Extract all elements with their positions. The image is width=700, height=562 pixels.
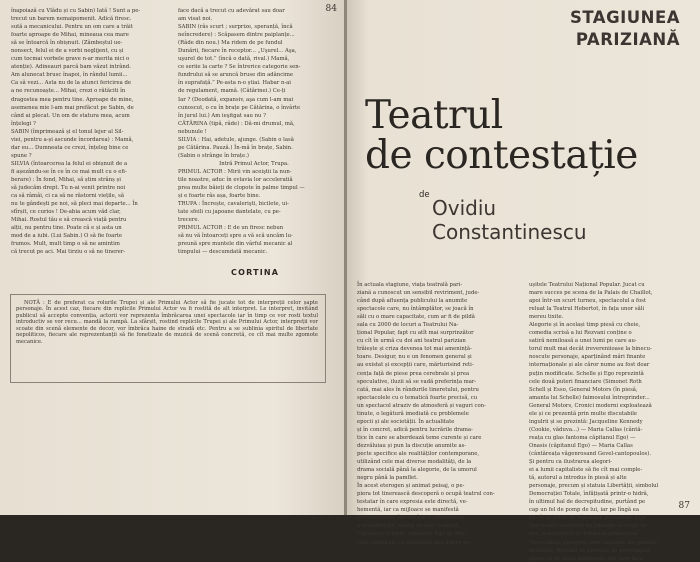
dialogue-line: fi așezându-se în ce în ce mai mult cu o efi- — [11, 168, 127, 175]
body-line: torul mult mai decât irevereniioase la binecu- — [529, 346, 652, 353]
dialogue-line: de regulament, mamă. (Cătărinei.) Ce-ți — [178, 88, 286, 95]
dialogue-line: SABIN (râs scurt ; surprize, speranță, încă — [178, 24, 293, 31]
right-column-2 — [529, 282, 689, 562]
body-line: testatar în care expresia este directă, ve- — [357, 499, 468, 506]
stage-text: sută a mecanicului. Pentru un om care a trăit — [11, 24, 133, 31]
dialogue-line: SABIN (împrimează și el tonul lejer al Sil- — [11, 128, 124, 135]
dialogue-line: prea multe băieți de clopote în palme timpul — — [178, 185, 305, 192]
dialogue-line: ce seriie la carte ? Se întrerice categorie sen- — [178, 64, 301, 71]
body-line: săli cu o mare capacitate, cum ar fi de pildă — [357, 314, 475, 321]
byline-prefix: de — [419, 190, 430, 200]
body-line: cap un fel de pomp de lui, iar pe lîngă ea — [529, 507, 640, 514]
body-line: Schell și Esso, General Motors (în piesă, — [529, 386, 638, 393]
body-line: a sensibilității, modal de atac concret. — [357, 523, 460, 530]
body-line: tă, autorul a introdus în piesă și alte — [529, 475, 627, 482]
body-line: reața cu glas fantoma căpitanul Ego) — — [529, 434, 636, 441]
right-column-1 — [357, 282, 517, 546]
body-line: cența față de piese prea cerebrale și prea — [357, 370, 470, 377]
body-line: tinute, o legătură imediată cu problemele — [357, 410, 469, 417]
dialogue-line: spune ? — [11, 152, 32, 159]
cortina-heading: CORTINA — [231, 268, 280, 277]
body-line: Căpitanul Schelle, căpitanul Ego de Rez- — [357, 531, 467, 538]
dialogue-line: am visat noi. — [178, 16, 213, 23]
dialogue-line: nu te gândești pe noi, să pleci mai departe... În — [11, 201, 138, 208]
body-line: mic, o ostentație ce frânează prăbușirea. — [529, 531, 640, 538]
author-name: Ovidiu — [432, 196, 497, 220]
left-page — [0, 0, 345, 515]
dialogue-line: uşurel de tot.” (încă o dată, rival.) Mamă, — [178, 56, 290, 63]
dialogue-line: face dacă a trecut cu adevărat sau doar — [178, 8, 285, 14]
article-title: de contestație — [365, 133, 638, 178]
body-line: toare. Desigur, nu e un fenomen general și — [357, 354, 472, 361]
body-line: utilizând cele mai diverse modalități, de la — [357, 459, 472, 466]
stage-text: Am alunecat brusc înapoi, în rândul lumii... — [11, 72, 128, 79]
note-text — [16, 300, 318, 378]
body-line: vani constituie cu siguranță una dintre re- — [357, 539, 471, 546]
body-line: apoi într-un scurt turneu, spectacolul a fost — [529, 298, 646, 305]
body-line: internaționale și ale căror nume au fost doar — [529, 362, 650, 369]
body-line: În actuala stagiune, viața teatrală pari- — [357, 282, 463, 288]
section-title: STAGIUNEA — [569, 8, 680, 27]
dialogue-line: și e foarte râs așa, foarte bine. — [178, 193, 261, 200]
body-line: noscute personaje, aparținând mări finante — [529, 354, 646, 361]
body-line: sala cu 2000 de locuri a Teatrului Na- — [357, 322, 459, 329]
dialogue-line: în suprafață.” Pe-asta n-o știai. Habar n-ai — [178, 80, 292, 87]
body-line: cu cît în urmă cu doi ani teatrul parizian — [357, 338, 466, 345]
body-line: Sarcasmul autorului nu înțelege să cruțe ni- — [529, 523, 648, 530]
stage-text: înapoiază cu Vlădu și cu Sabin) Iată ! Sunt a pe- — [11, 8, 141, 14]
dialogue-line: alții, nu pentru tine. Poate că e și asta un — [11, 225, 122, 232]
dialogue-line: nebunule ! — [178, 128, 207, 135]
right-page — [347, 0, 700, 562]
body-line: puțin modificate. Schelle și Ego reprezintă — [529, 370, 644, 377]
body-line: piesei ce de niște marionete, din care face — [529, 555, 643, 562]
body-line: pecte specifice ale realităților contemporane, — [357, 450, 480, 457]
stage-text: Ca să vezi... Asta nu de la atunci fericirea de — [11, 80, 132, 87]
body-line: Onasis (căpitanul Ego) — Maria Callas — [529, 442, 633, 449]
body-line: în ultimul hal de decrepitudine, purtând pe — [529, 499, 646, 506]
stage-text: atenție). Adineauri parcă bam văzut intrând. — [11, 64, 131, 71]
dialogue-line: mod de a iubi. (Lui Sabin.) O să fie foarte — [11, 233, 123, 240]
body-line: reluat la Teatrul Hebertot, în fața unor săli — [529, 306, 645, 313]
body-line: mereu tixite. — [529, 314, 564, 321]
dialogue-line: ca să râmâi, ci ca să ne răstorni viețile, să — [11, 193, 125, 200]
body-line: cată, mai ales în rândurile tineretului, pentru — [357, 386, 479, 393]
dialogue-line: Iar ? (Deodată, expansiv, aşa cum l-am mai — [178, 96, 294, 103]
body-line: epocii și ale societății. În actualitate — [357, 418, 455, 425]
body-line: piera tot tinerească descoperă o ocupă teatrul con- — [357, 491, 495, 498]
body-line: satiră nemiloasă a unei lumi pe care au- — [529, 338, 637, 345]
body-line: Democrației Totale, înfățișată printr-o hidră, — [529, 491, 649, 498]
body-line: ele și ce prezentă prin multe discutabile — [529, 410, 638, 417]
stage-text: trecut un barem nemaipomenit. Adică firesc. — [11, 16, 132, 23]
dialogue-line: dar eu... Dumneata ce crezi, înțeleg bine ce — [11, 144, 129, 151]
dialogue-line: frumos. Mult, mult timp o să ne amintim — [11, 241, 120, 248]
stage-text: nonsect, felul ei de a vorbi neglijent, cu și — [11, 48, 124, 55]
page-number: 84 — [325, 4, 337, 14]
stage-text: când ai plecat. Un om de statura mea, acum — [11, 112, 130, 119]
body-line: au existat și excepții care, mărturisind reti- — [357, 362, 474, 369]
article-title: Teatrul — [365, 93, 503, 138]
body-line: ziană a cunoscut un sensibil reviriment, jude- — [357, 290, 480, 297]
dialogue-line: viei, pentru a-și ascunde încordarea) : Mamă, — [11, 136, 134, 143]
body-line: spectacolele cu o tematică foarte precisă, cu — [357, 394, 478, 401]
body-line: dramatic, Rezvani se servește de personajele — [529, 547, 651, 554]
section-title: PARIZIANĂ — [575, 30, 680, 49]
stage-text: dragostea mea pentru tine. Aproape de mine, — [11, 96, 134, 103]
dialogue-line: că trecut pe aci. Mai tirziu o să ne tinerer- — [11, 249, 126, 256]
dialogue-line: PRIMUL ACTOR : E de un firesc nebun — [178, 225, 284, 232]
body-line: ingulrii și se prezintă: Jacqueline Kennedy — [529, 418, 643, 425]
body-line: țional Popular, fapt cu atît mai surprinzător — [357, 330, 474, 337]
body-line: Și pentru ca ilustrarea alegori- — [529, 459, 612, 466]
stage-text: a ne recunoaște... Mihai, crezi o rătăciti în — [11, 88, 126, 95]
dialogue-line: SILVIA (întoarcerea la felul ei obișnuit de a — [11, 160, 128, 167]
body-line: În acest eterogen și animat peisaj, o pe- — [357, 483, 465, 490]
body-line: personaje, precum și statuia Libertății, simbolul — [529, 483, 659, 490]
dialogue-line: PRIMUL ACTOR : Mirii vin aceiştii la nun- — [178, 168, 292, 175]
dialogue-line: cunoscut, o cu în brațe pe Cătărina, o învârte — [178, 104, 301, 111]
dialogue-line: tate sfeili cu japoane dantelate, cu pe- — [178, 209, 281, 216]
dialogue-line: în jurul lui.) Am ieşitgat sau nu ? — [178, 112, 266, 119]
stage-text: cum tocmai vorbele grave n-ar merita nici o — [11, 56, 130, 63]
dialogue-line: sfîrșit, ce curios ! De-abia acum văd clar, — [11, 209, 121, 216]
author-name: Constantinescu — [432, 220, 587, 244]
dialogue-line: CĂTĂRINA (tipă, râde) : Dă-mi drumul, mă, — [178, 120, 295, 127]
body-line: un spectacol atraziv de atmosferă și vaguri con- — [357, 402, 486, 409]
body-line: pe cît se rotile de răposatul președinte Jojo. — [529, 515, 647, 522]
page-number: 87 — [678, 501, 690, 511]
body-line: Necesitatea spargerii unor canoane ale genului — [529, 539, 657, 546]
dialogue-line: (Râde din nou.) Ma ridem de pe fundul — [178, 40, 283, 47]
body-line: trăiește și criza devenea tot mai amenință- — [357, 346, 472, 353]
body-line: (Cookie, văduva...) — Maria Callas (cântă- — [529, 426, 643, 433]
body-line: cele două puteri financiare (Simonet Roth — [529, 378, 642, 385]
body-line: mare succes pe scena de la Palais de Chaillot, — [529, 290, 653, 297]
dialogue-line: (Sabin o strânge în brațe.) — [178, 152, 249, 159]
body-line: ușitele Teatrului Național Popular. Jucat cu — [529, 282, 645, 288]
dialogue-line: pe Cătărina. Pauză.) În-mă în brațe, Sabin. — [178, 144, 293, 151]
left-column-2 — [178, 8, 330, 258]
dialogue-line: trecere. — [178, 217, 200, 224]
dialogue-line: neîncredere) : Scăpasem dintre paiplanțe... — [178, 32, 295, 39]
stage-text: înțelegi ? — [11, 120, 36, 127]
dialogue-line: timpului — descumdată mecanic. — [178, 249, 268, 256]
body-line: Alegorie și în același timp piesă cu cheie, — [529, 322, 641, 329]
dialogue-line: fundrului să se aruncă bruse din adăncime — [178, 72, 294, 79]
body-line: convenționale, înfruntând o șablonizare — [357, 515, 464, 522]
body-line: speculative, iluzii să se vadă preferința mar- — [357, 378, 477, 385]
body-line: dezvăluiau și pun la discuție anumite as- — [357, 442, 467, 449]
body-line: ei a lumii capitaliste să fie cît mai comple- — [529, 467, 643, 474]
stage-text: foarte aproape de Mihai, mineaua cea mare — [11, 32, 129, 39]
dialogue-line: Dunării, fiecare în receptor... „Uşurel... Aşa, — [178, 48, 297, 55]
body-line: și în concret, adică pentru lucrările drama- — [357, 426, 473, 433]
body-line: comedia scrisă a lui Rezvani conține o — [529, 330, 632, 337]
dialogue-line: TRUPA : Încrește, cavalerişti, bicilete, ui- — [178, 201, 289, 208]
stage-text: asemenea mie l-am mai prefăcut pe Sabin, de — [11, 104, 134, 111]
body-line: amanta lui Schelle) faimosului întreprinder... — [529, 394, 650, 401]
dialogue-line: SILVIA : Hai, adetule, ajunge. (Sabin o lasă — [178, 136, 294, 143]
body-line: General Motors, Cronici moderni exploatează — [529, 402, 652, 409]
stage-text: să se întoarcă în obișnuit. (Zâmbeștul ue- — [11, 40, 123, 47]
stage-direction: Intră Primul Actor, Trupa. — [219, 160, 289, 167]
dialogue-line: tile noastre, aduc în evlavia lor acceleratiă — [178, 176, 293, 183]
dialogue-line: Mihai. Rostul tău e să crească viață pentru — [11, 217, 127, 224]
left-column-1 — [11, 8, 158, 258]
note-paragraph: NOTĂ : E de preferat ca rolurile Trupei și ale Primului Actor să fie jucate tot de interpreții celor șapte personaje. În acest caz, fiecare din replicile Primului Actor va fi rostită de alt interpret. Le interpret, invitând publicul să accepte convenția, actorii vor reprezenta îmbrăcarea unei spectacole iar în timp ce vor rosti textul introductiv se vor recu... mandă la rampă. La sfârșit, rostind replicile Trupei și ale Primului Actor, interpreții vor scoate din scenă elemente de decor, vor îmbrăca haine de stradă etc. Pentru a se sublinia spiritul de libertate nepoliticos, fiecare ale reprezentanții să fie fonetizate de muzică de scenă concretă, ce cît mai multe zgomote mecanice. — [16, 300, 318, 345]
body-line: tice în care se abordează teme curente și care — [357, 434, 482, 441]
body-line: hementă, iar ca mijloace se manifestă — [357, 507, 459, 514]
dialogue-line: preună spre muntele din vârful mecanic al — [178, 241, 293, 248]
body-line: negru până la pamflet. — [357, 475, 418, 482]
dialogue-line: să judecăm drept. Tu n-ai venit printre noi — [11, 185, 126, 192]
body-line: când după afluența publicului la anumite — [357, 298, 468, 305]
body-line: spectacole care, nu întâmplător, se joacă în — [357, 306, 474, 313]
body-line: (cântăreața văgenrosand Gevel-cantopoulos). — [529, 450, 652, 457]
body-line: drama socială până la alegorie, de la umorul — [357, 467, 477, 474]
dialogue-line: să nu vă întoarceți spre a vă scă uncăm lu- — [178, 233, 293, 240]
dialogue-line: berare) : În fond, Mihai, să știm strânș și — [11, 176, 121, 183]
